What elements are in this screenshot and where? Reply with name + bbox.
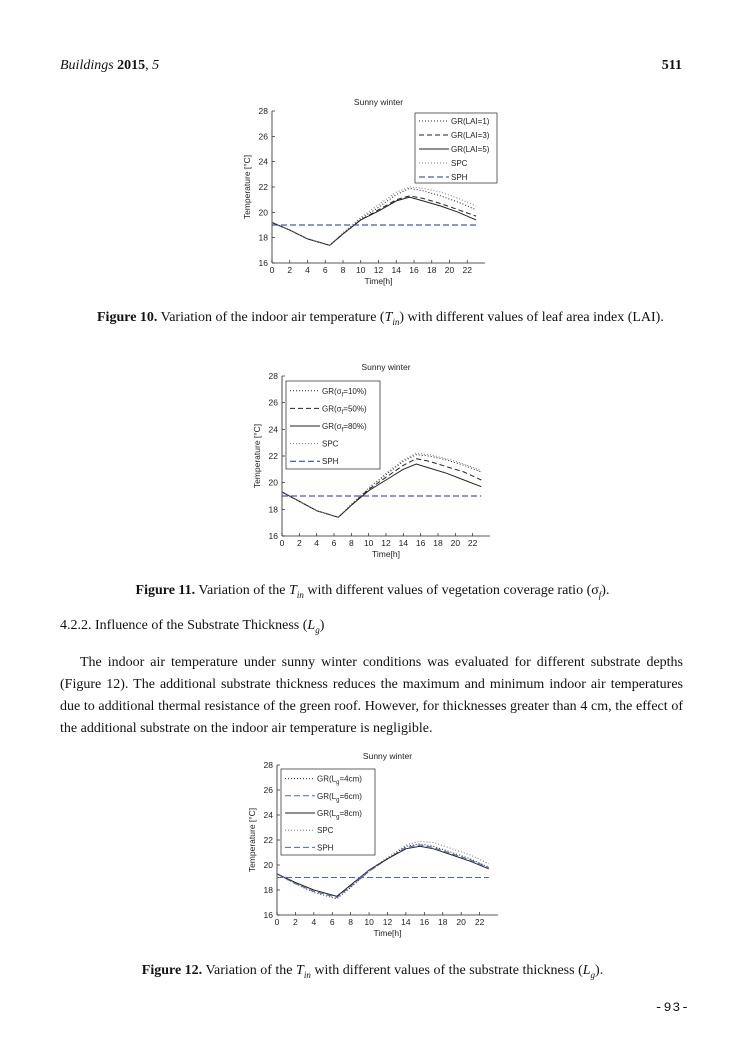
figure-11-chart xyxy=(250,360,520,565)
legend-entry-3: $GR(L_g=8cm)$ xyxy=(317,809,362,821)
y-tick-label: 20 xyxy=(268,477,278,488)
section-symbol: L xyxy=(307,618,316,633)
y-tick-label: 28 xyxy=(263,760,273,770)
x-tick-label: 12 xyxy=(381,538,391,548)
caption-text: ). xyxy=(595,963,604,978)
caption-symbol: L xyxy=(582,963,591,978)
legend-entry-1: GR(LAI=1) xyxy=(451,117,490,126)
y-tick-label: 16 xyxy=(263,910,273,920)
y-tick-label: 22 xyxy=(263,835,273,845)
series-line-4 xyxy=(272,187,476,245)
x-tick-label: 10 xyxy=(364,917,374,927)
legend-entry-4: SPC xyxy=(451,159,468,168)
y-axis-label: Temperature [°C] xyxy=(247,807,257,873)
figure-10-label: Figure 10. xyxy=(97,310,158,325)
y-tick-label: 24 xyxy=(263,810,273,820)
section-number: 4.2.2. xyxy=(60,618,92,633)
figure-10-chart xyxy=(240,95,510,295)
legend-entry-4: SPC xyxy=(322,439,339,449)
x-tick-label: 0 xyxy=(274,917,280,927)
y-axis-label: Temperature [°C] xyxy=(252,423,262,489)
body-paragraph: The indoor air temperature under sunny winter conditions was evaluated for different substrate depths (Figure 12). The additional substrate thickness reduces the maximum and minimum indoor air temperatures due to additional thermal resistance of the green roof. However, for thicknesses greater than 4 cm, the effect of the additional substrate on the indoor air temperature is negligible. xyxy=(60,655,683,736)
y-tick-label: 18 xyxy=(263,885,273,895)
y-tick-label: 16 xyxy=(268,531,278,541)
x-tick-label: 6 xyxy=(331,538,337,548)
x-tick-label: 6 xyxy=(329,917,335,927)
journal-name: Buildings xyxy=(60,58,114,73)
legend-entry-4: SPC xyxy=(317,826,334,836)
section-title: Influence of the Substrate Thickness ( xyxy=(95,618,308,633)
x-tick-label: 18 xyxy=(433,538,443,548)
x-axis-label: Time[h] xyxy=(364,276,393,286)
caption-text: Variation of the xyxy=(205,963,297,978)
legend-entry-5: SPH xyxy=(451,173,468,182)
y-tick-label: 22 xyxy=(268,451,278,461)
y-tick-label: 26 xyxy=(263,785,273,795)
legend-entry-3: GR(LAI=5) xyxy=(451,145,490,154)
caption-subscript: in xyxy=(303,969,311,980)
y-tick-label: 20 xyxy=(258,207,268,218)
x-tick-label: 14 xyxy=(391,265,401,275)
caption-symbol: T xyxy=(384,310,393,325)
x-axis-label: Time[h] xyxy=(371,549,401,559)
caption-subscript: f xyxy=(598,589,602,600)
x-tick-label: 14 xyxy=(401,917,411,927)
x-tick-label: 22 xyxy=(467,538,478,548)
x-tick-label: 8 xyxy=(340,265,346,275)
footer-page-number: -93- xyxy=(654,1000,690,1015)
caption-symbol: T xyxy=(296,963,304,978)
caption-subscript: in xyxy=(392,316,400,327)
x-tick-label: 4 xyxy=(305,265,310,275)
caption-symbol: T xyxy=(289,583,297,598)
x-tick-label: 10 xyxy=(363,538,374,548)
series-line-3 xyxy=(272,197,476,245)
y-tick-label: 26 xyxy=(268,397,278,408)
x-tick-label: 4 xyxy=(314,538,320,548)
legend-entry-2: GR(LAI=3) xyxy=(451,131,490,140)
legend-entry-5: SPH xyxy=(317,843,334,853)
legend-entry-1: $GR(\sigma_f=10\%)$ xyxy=(322,386,367,399)
x-tick-label: 20 xyxy=(456,917,466,927)
y-tick-label: 28 xyxy=(268,371,278,381)
caption-text: ). xyxy=(601,583,610,598)
chart-title: Sunny winter xyxy=(362,751,413,761)
x-tick-label: 22 xyxy=(474,917,485,927)
x-tick-label: 2 xyxy=(293,917,298,927)
y-tick-label: 26 xyxy=(258,131,268,142)
figure-12-label: Figure 12. xyxy=(141,963,203,978)
x-tick-label: 18 xyxy=(427,265,437,275)
section-heading xyxy=(60,618,324,635)
caption-text: with different values of the substrate thickness ( xyxy=(310,963,583,978)
figure-11-label: Figure 11. xyxy=(135,583,196,598)
y-tick-label: 22 xyxy=(258,182,268,192)
x-tick-label: 12 xyxy=(382,917,393,927)
legend-entry-2: $GR(L_g=6cm)$ xyxy=(317,791,362,804)
x-tick-label: 2 xyxy=(296,538,302,548)
x-tick-label: 16 xyxy=(415,538,426,548)
figure-10-caption xyxy=(97,307,687,333)
journal-volume: 5 xyxy=(152,58,160,73)
y-tick-label: 18 xyxy=(258,232,268,243)
x-tick-label: 6 xyxy=(322,265,328,275)
x-tick-label: 10 xyxy=(356,265,366,275)
chart-title: Sunny winter xyxy=(353,97,404,107)
caption-text: Variation of the xyxy=(198,583,290,598)
journal-header: Buildings 2015, 5 xyxy=(60,58,160,73)
x-tick-label: 0 xyxy=(269,265,275,275)
caption-subscript: in xyxy=(296,589,304,600)
x-tick-label: 16 xyxy=(419,917,430,927)
series-line-2 xyxy=(272,196,476,245)
figure-12-caption xyxy=(0,960,745,986)
journal-year: 2015 xyxy=(117,58,146,73)
y-tick-label: 28 xyxy=(258,106,268,116)
x-tick-label: 8 xyxy=(348,538,354,548)
legend-entry-2: $GR(\sigma_f=50\%)$ xyxy=(322,404,367,416)
legend-entry-1: $GR(L_g=4cm)$ xyxy=(317,774,362,787)
section-subscript: g xyxy=(315,624,320,635)
x-tick-label: 20 xyxy=(450,538,461,548)
figure-11-caption xyxy=(0,580,745,606)
y-tick-label: 20 xyxy=(263,860,273,870)
x-tick-label: 4 xyxy=(311,917,317,927)
x-tick-label: 22 xyxy=(462,265,472,275)
y-tick-label: 24 xyxy=(258,156,268,167)
x-tick-label: 0 xyxy=(279,538,285,548)
x-axis-label: Time[h] xyxy=(373,928,402,938)
figure-12-chart xyxy=(245,745,515,945)
legend-entry-5: SPH xyxy=(322,457,339,467)
page-number-header: 511 xyxy=(661,58,682,73)
y-tick-label: 18 xyxy=(268,504,278,515)
x-tick-label: 20 xyxy=(444,265,455,275)
section-title-end: ) xyxy=(319,618,325,633)
x-tick-label: 2 xyxy=(287,265,293,275)
legend-entry-3: $GR(\sigma_f=80\%)$ xyxy=(322,422,367,434)
x-tick-label: 16 xyxy=(409,265,419,275)
caption-text: Variation of the indoor air temperature ( xyxy=(160,310,385,325)
caption-subscript: g xyxy=(590,969,596,980)
series-line-3 xyxy=(282,464,481,517)
x-tick-label: 8 xyxy=(348,917,354,927)
chart-title: Sunny winter xyxy=(361,362,411,372)
caption-text: with different values of vegetation coverage ratio (σ xyxy=(303,583,599,598)
y-axis-label: Temperature [°C] xyxy=(242,154,252,220)
x-tick-label: 12 xyxy=(373,265,384,275)
x-tick-label: 18 xyxy=(438,917,448,927)
x-tick-label: 14 xyxy=(398,538,409,548)
y-tick-label: 16 xyxy=(258,258,268,268)
caption-text: ) with different values of leaf area index (LAI). xyxy=(399,310,664,325)
y-tick-label: 24 xyxy=(268,424,278,435)
